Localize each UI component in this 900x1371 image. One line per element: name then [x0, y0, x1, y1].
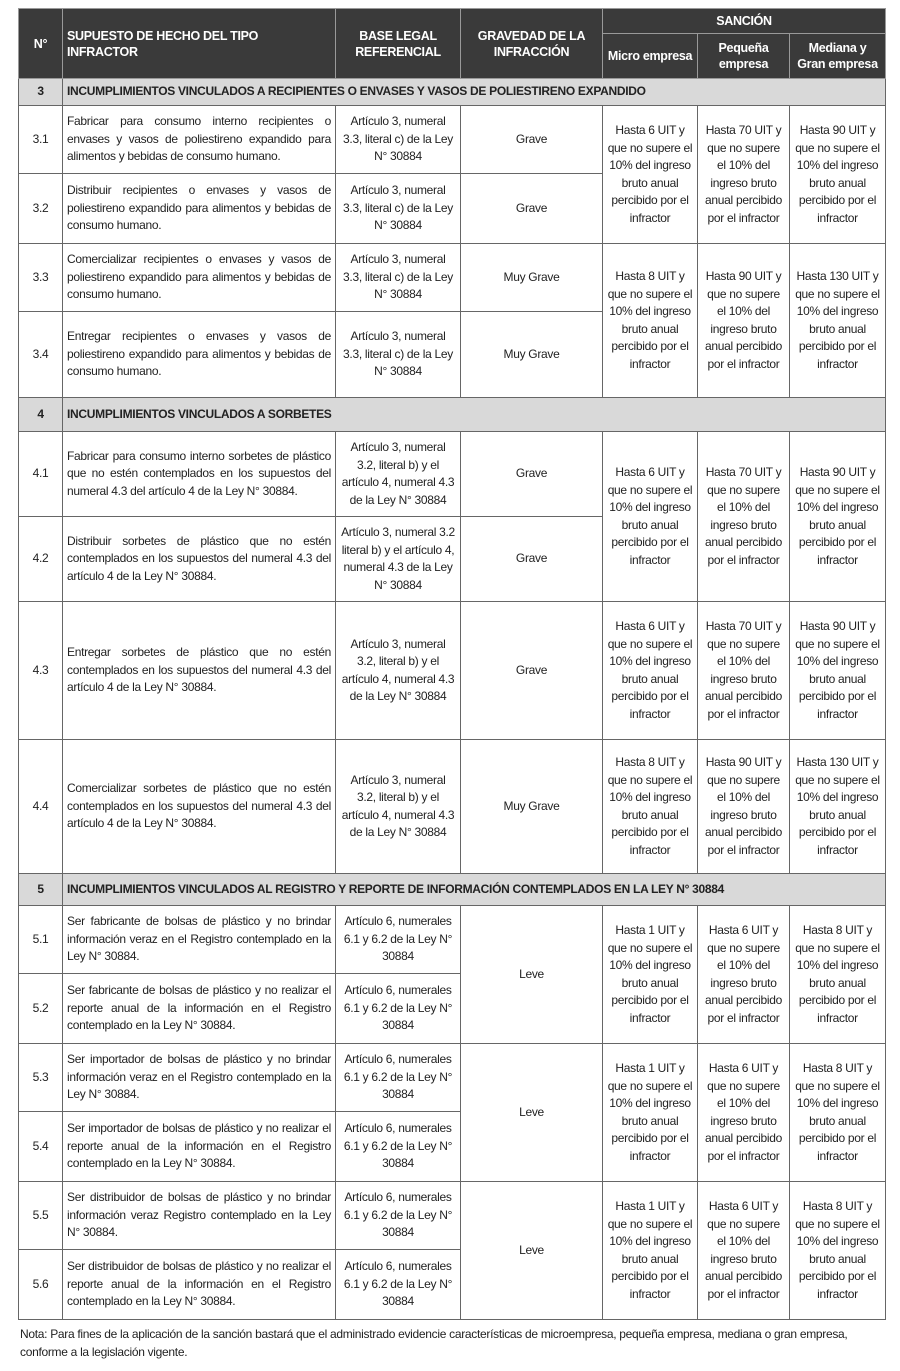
section-number: 3 [19, 79, 63, 106]
table-row [19, 1044, 886, 1112]
header-supuesto: SUPUESTO DE HECHO DEL TIPO INFRACTOR [63, 9, 336, 79]
row-base-legal: Artículo 3, numeral 3.3, literal c) de la Ley N° 30884 [336, 244, 461, 312]
sancion-pequena: Hasta 90 UIT y que no supere el 10% del ingreso bruto anual percibido por el infractor [698, 740, 790, 874]
row-number: 3.2 [19, 174, 63, 244]
row-base-legal: Artículo 3, numeral 3.3, literal c) de la Ley N° 30884 [336, 312, 461, 398]
table-row [19, 432, 886, 517]
row-description: Entregar recipientes o envases y vasos de poliestireno expandido para alimentos y bebidas de consumo humano. [63, 312, 336, 398]
header-num: N° [19, 9, 63, 79]
row-gravedad: Grave [461, 432, 603, 517]
row-number: 4.1 [19, 432, 63, 517]
row-number: 5.3 [19, 1044, 63, 1112]
row-description: Fabricar para consumo interno sorbetes de plástico que no estén contemplados en los supuestos del numeral 4.3 del artículo 4 de la Ley N° 30884. [63, 432, 336, 517]
row-gravedad: Muy Grave [461, 312, 603, 398]
row-base-legal: Artículo 6, numerales 6.1 y 6.2 de la Ley N° 30884 [336, 974, 461, 1044]
row-number: 3.3 [19, 244, 63, 312]
sancion-micro: Hasta 6 UIT y que no supere el 10% del ingreso bruto anual percibido por el infractor [603, 432, 698, 602]
row-base-legal: Artículo 3, numeral 3.2, literal b) y el artículo 4, numeral 4.3 de la Ley N° 30884 [336, 740, 461, 874]
sancion-micro: Hasta 6 UIT y que no supere el 10% del ingreso bruto anual percibido por el infractor [603, 106, 698, 244]
section-row [19, 874, 886, 906]
row-gravedad: Grave [461, 517, 603, 602]
row-base-legal: Artículo 6, numerales 6.1 y 6.2 de la Ley N° 30884 [336, 1250, 461, 1320]
header-mediana: Mediana y Gran empresa [790, 34, 886, 79]
row-description: Ser importador de bolsas de plástico y no brindar información veraz en el Registro contemplado en la Ley N° 30884. [63, 1044, 336, 1112]
sancion-mediana: Hasta 8 UIT y que no supere el 10% del ingreso bruto anual percibido por el infractor [790, 1044, 886, 1182]
table-row [19, 602, 886, 740]
sancion-pequena: Hasta 70 UIT y que no supere el 10% del ingreso bruto anual percibido por el infractor [698, 432, 790, 602]
section-title: INCUMPLIMIENTOS VINCULADOS A SORBETES [63, 398, 886, 432]
header-gravedad: GRAVEDAD DE LA INFRACCIÓN [461, 9, 603, 79]
row-description: Ser distribuidor de bolsas de plástico y no brindar información veraz Registro contemplado en la Ley N° 30884. [63, 1182, 336, 1250]
row-gravedad: Leve [461, 906, 603, 1044]
row-description: Ser distribuidor de bolsas de plástico y no realizar el reporte anual de la información en el Registro contemplado en la Ley N° 30884. [63, 1250, 336, 1320]
row-number: 5.1 [19, 906, 63, 974]
row-number: 4.4 [19, 740, 63, 874]
section-title: INCUMPLIMIENTOS VINCULADOS A RECIPIENTES O ENVASES Y VASOS DE POLIESTIRENO EXPANDIDO [63, 79, 886, 106]
table-body [19, 79, 886, 1320]
header-micro: Micro empresa [603, 34, 698, 79]
row-description: Comercializar recipientes o envases y vasos de poliestireno expandido para alimentos y bebidas de consumo humano. [63, 244, 336, 312]
row-base-legal: Artículo 3, numeral 3.2 literal b) y el artículo 4, numeral 4.3 de la Ley N° 30884 [336, 517, 461, 602]
sancion-pequena: Hasta 6 UIT y que no supere el 10% del ingreso bruto anual percibido por el infractor [698, 906, 790, 1044]
sancion-pequena: Hasta 90 UIT y que no supere el 10% del ingreso bruto anual percibido por el infractor [698, 244, 790, 398]
row-gravedad: Leve [461, 1182, 603, 1320]
section-number: 5 [19, 874, 63, 906]
row-base-legal: Artículo 3, numeral 3.2, literal b) y el artículo 4, numeral 4.3 de la Ley N° 30884 [336, 432, 461, 517]
sancion-micro: Hasta 1 UIT y que no supere el 10% del ingreso bruto anual percibido por el infractor [603, 1182, 698, 1320]
sancion-pequena: Hasta 70 UIT y que no supere el 10% del ingreso bruto anual percibido por el infractor [698, 602, 790, 740]
row-gravedad: Grave [461, 174, 603, 244]
table-row [19, 244, 886, 312]
sancion-micro: Hasta 6 UIT y que no supere el 10% del ingreso bruto anual percibido por el infractor [603, 602, 698, 740]
row-description: Comercializar sorbetes de plástico que no estén contemplados en los supuestos del numeral 4.3 del artículo 4 de la Ley N° 30884. [63, 740, 336, 874]
row-number: 5.2 [19, 974, 63, 1044]
sancion-micro: Hasta 8 UIT y que no supere el 10% del ingreso bruto anual percibido por el infractor [603, 244, 698, 398]
sancion-mediana: Hasta 130 UIT y que no supere el 10% del ingreso bruto anual percibido por el infractor [790, 740, 886, 874]
row-number: 4.2 [19, 517, 63, 602]
row-description: Ser importador de bolsas de plástico y no realizar el reporte anual de la información en el Registro contemplado en la Ley N° 30884. [63, 1112, 336, 1182]
table-row [19, 1182, 886, 1250]
row-gravedad: Grave [461, 106, 603, 174]
row-description: Distribuir sorbetes de plástico que no estén contemplados en los supuestos del numeral 4.3 del artículo 4 de la Ley N° 30884. [63, 517, 336, 602]
footnote: Nota: Para fines de la aplicación de la sanción bastará que el administrado evidencie características de microempresa, pequeña empresa, mediana o gran empresa, conforme a la legislación vigente. [20, 1327, 848, 1359]
row-base-legal: Artículo 6, numerales 6.1 y 6.2 de la Ley N° 30884 [336, 906, 461, 974]
header-sancion: SANCIÓN [603, 9, 886, 34]
sancion-pequena: Hasta 6 UIT y que no supere el 10% del ingreso bruto anual percibido por el infractor [698, 1182, 790, 1320]
row-number: 3.4 [19, 312, 63, 398]
sancion-pequena: Hasta 70 UIT y que no supere el 10% del ingreso bruto anual percibido por el infractor [698, 106, 790, 244]
section-title: INCUMPLIMIENTOS VINCULADOS AL REGISTRO Y REPORTE DE INFORMACIÓN CONTEMPLADOS EN LA LEY N° 30884 [63, 874, 886, 906]
table-row [19, 740, 886, 874]
table-row [19, 106, 886, 174]
row-base-legal: Artículo 3, numeral 3.3, literal c) de la Ley N° 30884 [336, 174, 461, 244]
table-row [19, 906, 886, 974]
row-gravedad: Muy Grave [461, 244, 603, 312]
sancion-mediana: Hasta 90 UIT y que no supere el 10% del ingreso bruto anual percibido por el infractor [790, 432, 886, 602]
row-description: Fabricar para consumo interno recipientes o envases y vasos de poliestireno expandido para alimentos y bebidas de consumo humano. [63, 106, 336, 174]
sancion-pequena: Hasta 6 UIT y que no supere el 10% del ingreso bruto anual percibido por el infractor [698, 1044, 790, 1182]
infractions-table [18, 8, 886, 1320]
section-row [19, 398, 886, 432]
row-description: Ser fabricante de bolsas de plástico y no brindar información veraz en el Registro contemplado en la Ley N° 30884. [63, 906, 336, 974]
row-number: 4.3 [19, 602, 63, 740]
row-base-legal: Artículo 6, numerales 6.1 y 6.2 de la Ley N° 30884 [336, 1044, 461, 1112]
sancion-mediana: Hasta 130 UIT y que no supere el 10% del ingreso bruto anual percibido por el infractor [790, 244, 886, 398]
row-description: Ser fabricante de bolsas de plástico y no realizar el reporte anual de la información en el Registro contemplado en la Ley N° 30884. [63, 974, 336, 1044]
header-pequena: Pequeña empresa [698, 34, 790, 79]
section-number: 4 [19, 398, 63, 432]
infractions-table-container [18, 8, 885, 1320]
section-row [19, 79, 886, 106]
row-description: Distribuir recipientes o envases y vasos de poliestireno expandido para alimentos y bebidas de consumo humano. [63, 174, 336, 244]
row-gravedad: Leve [461, 1044, 603, 1182]
sancion-micro: Hasta 1 UIT y que no supere el 10% del ingreso bruto anual percibido por el infractor [603, 1044, 698, 1182]
row-base-legal: Artículo 3, numeral 3.3, literal c) de la Ley N° 30884 [336, 106, 461, 174]
row-number: 3.1 [19, 106, 63, 174]
row-base-legal: Artículo 6, numerales 6.1 y 6.2 de la Ley N° 30884 [336, 1182, 461, 1250]
row-base-legal: Artículo 6, numerales 6.1 y 6.2 de la Ley N° 30884 [336, 1112, 461, 1182]
sancion-mediana: Hasta 90 UIT y que no supere el 10% del ingreso bruto anual percibido por el infractor [790, 106, 886, 244]
row-number: 5.5 [19, 1182, 63, 1250]
row-description: Entregar sorbetes de plástico que no estén contemplados en los supuestos del numeral 4.3 del artículo 4 de la Ley N° 30884. [63, 602, 336, 740]
row-gravedad: Muy Grave [461, 740, 603, 874]
sancion-mediana: Hasta 8 UIT y que no supere el 10% del ingreso bruto anual percibido por el infractor [790, 1182, 886, 1320]
row-number: 5.6 [19, 1250, 63, 1320]
row-base-legal: Artículo 3, numeral 3.2, literal b) y el artículo 4, numeral 4.3 de la Ley N° 30884 [336, 602, 461, 740]
sancion-mediana: Hasta 8 UIT y que no supere el 10% del ingreso bruto anual percibido por el infractor [790, 906, 886, 1044]
sancion-micro: Hasta 1 UIT y que no supere el 10% del ingreso bruto anual percibido por el infractor [603, 906, 698, 1044]
header-base-legal: BASE LEGAL REFERENCIAL [336, 9, 461, 79]
row-number: 5.4 [19, 1112, 63, 1182]
sancion-mediana: Hasta 90 UIT y que no supere el 10% del ingreso bruto anual percibido por el infractor [790, 602, 886, 740]
sancion-micro: Hasta 8 UIT y que no supere el 10% del ingreso bruto anual percibido por el infractor [603, 740, 698, 874]
row-gravedad: Grave [461, 602, 603, 740]
